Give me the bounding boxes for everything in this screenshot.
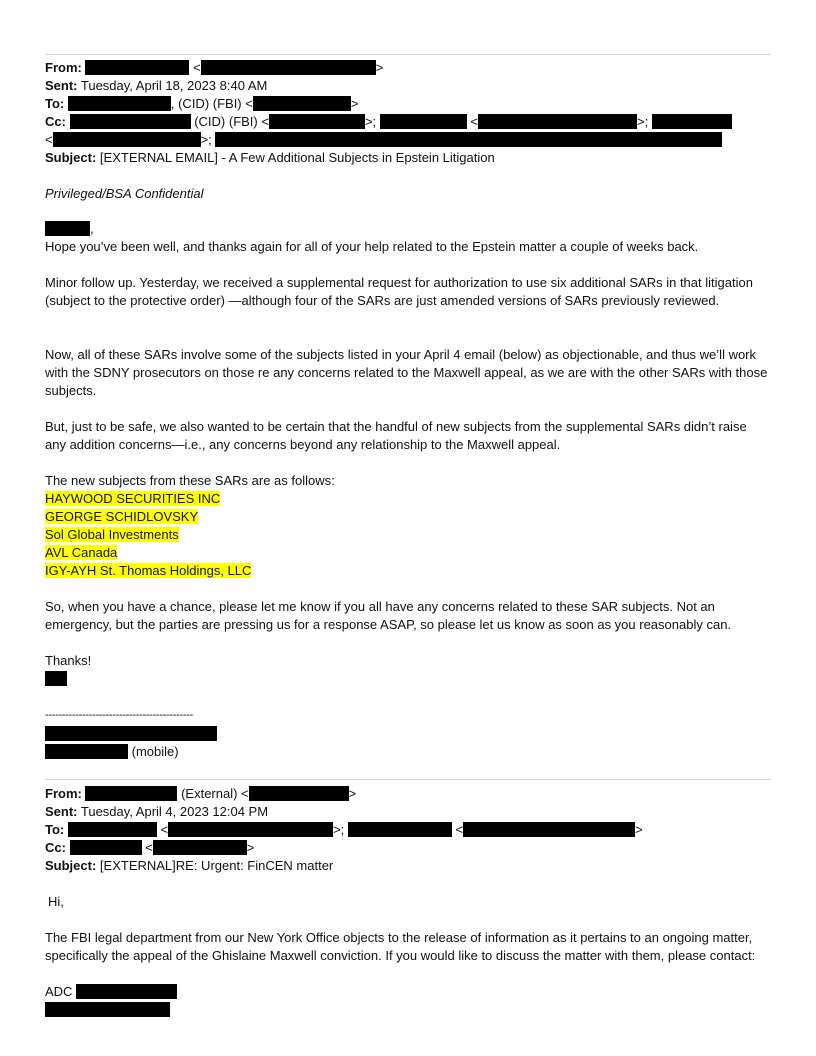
redaction <box>478 114 637 129</box>
redaction <box>215 132 722 147</box>
redaction <box>45 671 67 686</box>
email2-paragraph-1: The FBI legal department from our New York Office objects to the release of information as it pertains to an ongoing matter, specifically the appeal of the Ghislaine Maxwell conviction. If you would like to discuss the matter with them, please contact: <box>45 930 756 963</box>
redaction <box>68 96 171 111</box>
redaction <box>269 114 365 129</box>
redaction <box>45 744 128 759</box>
email2-cc-line: Cc: < > <box>45 840 255 855</box>
email2-greeting: Hi, <box>48 894 64 909</box>
redaction <box>70 114 191 129</box>
redaction <box>45 726 217 741</box>
email1-signature-initials <box>45 670 67 688</box>
redaction <box>201 60 376 75</box>
subject-item: HAYWOOD SECURITIES INC <box>45 491 221 506</box>
redaction <box>253 96 351 111</box>
email1-sent-line: Sent: Tuesday, April 18, 2023 8:40 AM <box>45 78 268 93</box>
redaction <box>168 822 333 837</box>
redaction <box>463 822 635 837</box>
subject-item: AVL Canada <box>45 545 118 560</box>
redaction <box>348 822 452 837</box>
email2-contact-line <box>45 1001 170 1019</box>
signature-separator: -------------------------------------------- <box>45 709 193 721</box>
redaction <box>53 132 201 147</box>
email1-thanks: Thanks! <box>45 653 92 668</box>
email-divider <box>45 779 771 780</box>
signature-name <box>45 725 217 743</box>
redaction <box>652 114 732 129</box>
email1-subject-line: Subject: [EXTERNAL EMAIL] - A Few Additional Subjects in Epstein Litigation <box>45 150 495 165</box>
header-divider <box>45 54 771 55</box>
email2-from-line: From: (External) < > <box>45 786 357 801</box>
email2-sent-line: Sent: Tuesday, April 4, 2023 12:04 PM <box>45 804 269 819</box>
email2-subject-line: Subject: [EXTERNAL]RE: Urgent: FinCEN matter <box>45 858 334 873</box>
subject-item: GEORGE SCHIDLOVSKY <box>45 509 199 524</box>
redaction <box>45 1002 170 1017</box>
email1-cc-continued: < >; <box>45 131 722 149</box>
email1-paragraph-3: Now, all of these SARs involve some of the subjects listed in your April 4 email (below) as objectionable, and thus we’ll work with the SDNY prosecutors on those re any concerns related to the Maxwell appeal, as we are with the other SARs with those subjects. <box>45 347 768 398</box>
redaction <box>45 221 90 236</box>
redaction <box>76 984 177 999</box>
redaction <box>68 822 157 837</box>
redaction <box>380 114 467 129</box>
redaction <box>70 840 142 855</box>
email1-paragraph-5: So, when you have a chance, please let me know if you all have any concerns related to these SAR subjects. Not an emergency, but the parties are pressing us for a response ASAP, so please let us know as soon as you reasonably can. <box>45 599 732 632</box>
redaction <box>85 786 177 801</box>
redaction <box>249 786 349 801</box>
email1-from-line: From: < > <box>45 60 384 75</box>
email1-paragraph-1: Hope you’ve been well, and thanks again for all of your help related to the Epstein matter a couple of weeks back. <box>45 239 699 254</box>
email1-to-line: To: , (CID) (FBI) < > <box>45 96 359 111</box>
redaction <box>85 60 189 75</box>
subject-item: Sol Global Investments <box>45 527 179 542</box>
redaction <box>153 840 247 855</box>
subjects-intro: The new subjects from these SARs are as follows: <box>45 473 335 488</box>
email2-adc-line: ADC <box>45 983 177 1001</box>
signature-phone: (mobile) <box>45 743 179 761</box>
email1-paragraph-2: Minor follow up. Yesterday, we received a supplemental request for authorization to use six additional SARs in that litigation (subject to the protective order) —although four of the SARs are just amended versions of SARs previously reviewed. <box>45 275 753 308</box>
privilege-notice: Privileged/BSA Confidential <box>45 186 204 201</box>
email1-greeting: , <box>45 220 94 238</box>
subject-item: IGY-AYH St. Thomas Holdings, LLC <box>45 563 252 578</box>
email1-cc-line: Cc: (CID) (FBI) < >; < >; <box>45 113 732 131</box>
email2-to-line: To: < >; < > <box>45 822 643 837</box>
email1-paragraph-4: But, just to be safe, we also wanted to be certain that the handful of new subjects from the supplemental SARs didn’t raise any addition concerns—i.e., any concerns beyond any relationship to the Maxwell appeal. <box>45 419 747 452</box>
